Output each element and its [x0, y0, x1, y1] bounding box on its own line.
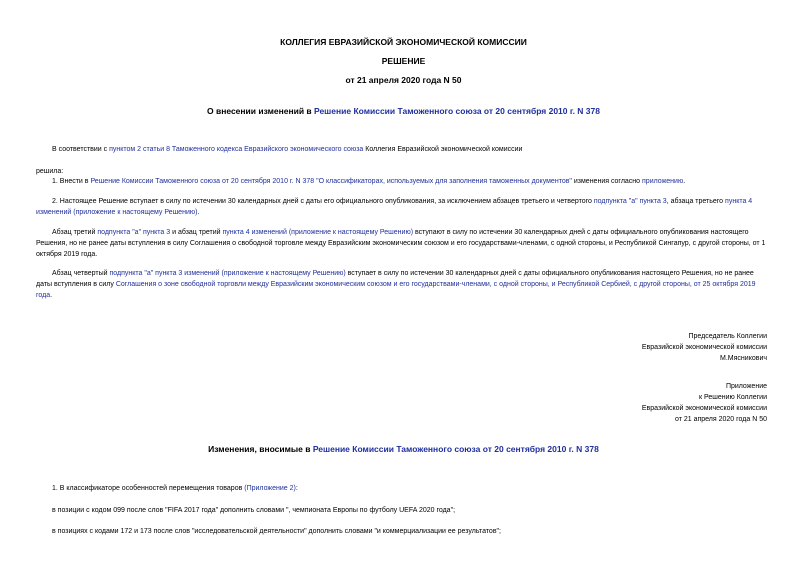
doc-date-number: от 21 апреля 2020 года N 50	[345, 75, 462, 85]
intro-text-1: В соответствии с	[52, 146, 110, 153]
p4-link-agreement[interactable]: Соглашения о зоне свободной торговли между Евразийским экономическим союзом и его государствами-членами, с одной стороны, и Республикой Сербией, с другой стороны, от 25 октября 2019 года	[36, 281, 756, 299]
p2-text-4: .	[197, 209, 200, 216]
item1-text-1: 1. В классификаторе особенностей перемещения товаров	[52, 485, 245, 492]
appendix-line-2: к Решению Коллегии	[699, 394, 767, 401]
p4-text-3: вступает в силу по истечении 30 календарных дней с даты официального опубликования настоящего Решения, но не ранее даты вступления в силу	[36, 270, 754, 288]
intro-paragraph	[52, 144, 772, 155]
p3-text-4: вступают в силу по истечении 30 календарных дней с даты официального опубликования настоящего Решения, но не ранее даты вступления в силу Соглашения о свободной торговле между Евразийским экономическим союзом и его государствами-членами, с одной стороны, и Республикой Сингапур, с другой стороны, от 1 октября 2019 года.	[36, 229, 766, 258]
changes-title-prefix: Изменения, вносимые в	[208, 444, 313, 454]
p3-link-item4[interactable]: пункта 4 изменений	[222, 229, 287, 236]
appendix-reference	[642, 381, 767, 425]
changes-title	[0, 444, 807, 454]
change-item-a: в позиции с кодом 099 после слов "FIFA 2017 года" дополнить словами ", чемпионата Европы по футболу UEFA 2020 года";	[52, 507, 456, 514]
item1-text-2: :	[295, 485, 298, 492]
appendix-line-3: Евразийской экономической комиссии	[641, 405, 767, 412]
appendix-line-1: Приложение	[725, 383, 767, 390]
p2-link-subitem[interactable]: подпункта "а" пункта 3	[593, 198, 667, 205]
paragraph-4	[36, 268, 771, 301]
p4-text-4: .	[50, 292, 53, 299]
org-heading: КОЛЛЕГИЯ ЕВРАЗИЙСКОЙ ЭКОНОМИЧЕСКОЙ КОМИССИИ	[280, 37, 527, 47]
p1-link-decision[interactable]: Решение Комиссии Таможенного союза от 20 сентября 2010 г. N 378 "О классификаторах, используемых для заполнения таможенных документов"	[90, 178, 572, 185]
signature-line-3: М.Мясникович	[720, 355, 767, 362]
appendix-line-4: от 21 апреля 2020 года N 50	[674, 416, 767, 423]
item1-link-annex2[interactable]: (Приложение 2)	[244, 485, 296, 492]
p3-text-2: и абзац третий	[170, 229, 223, 236]
p1-text-1: 1. Внести в	[52, 178, 91, 185]
resolved-label: решила:	[36, 168, 64, 175]
p1-text-2: изменения согласно	[571, 178, 643, 185]
doc-title-prefix: О внесении изменений в	[207, 106, 314, 116]
p1-link-appendix[interactable]: приложению	[642, 178, 684, 185]
paragraph-3	[36, 227, 771, 260]
p2-text-2: , абзаца третьего	[666, 198, 726, 205]
p2-link-item4[interactable]: пункта 4 изменений	[36, 198, 753, 216]
changes-title-link[interactable]: Решение Комиссии Таможенного союза от 20 сентября 2010 г. N 378	[312, 444, 599, 454]
doc-title-link[interactable]: Решение Комиссии Таможенного союза от 20 сентября 2010 г. N 378	[314, 106, 600, 116]
p3-text-1: Абзац третий	[52, 229, 98, 236]
p3-link-subitem[interactable]: подпункта "а" пункта 3	[97, 229, 171, 236]
p2-link-annex[interactable]: (приложение к настоящему Решению)	[73, 209, 198, 216]
doc-title	[0, 106, 807, 116]
p4-link-annex[interactable]: (приложение к настоящему Решению)	[221, 270, 346, 277]
p3-link-annex[interactable]: (приложение к настоящему Решению)	[288, 229, 414, 236]
signature-line-2: Евразийской экономической комиссии	[641, 344, 767, 351]
change-item-b: в позициях с кодами 172 и 173 после слов "исследовательской деятельности" дополнить словами "и коммерциализации ее результатов";	[52, 528, 501, 535]
paragraph-1	[52, 176, 772, 187]
signature-block	[642, 331, 767, 364]
signature-line-1: Председатель Коллегии	[688, 333, 767, 340]
p2-text-1: 2. Настоящее Решение вступает в силу по истечении 30 календарных дней с даты его официального опубликования, за исключением абзацев третьего и четвертого	[52, 198, 594, 205]
p1-text-3: .	[683, 178, 686, 185]
intro-text-2: Коллегия Евразийской экономической комиссии	[363, 146, 523, 153]
paragraph-2	[36, 196, 771, 218]
change-item-1	[52, 483, 772, 494]
p4-text-1: Абзац четвертый	[52, 270, 110, 277]
p4-link-subitem[interactable]: подпункта "а" пункта 3 изменений	[109, 270, 220, 277]
doc-type-heading: РЕШЕНИЕ	[381, 56, 426, 66]
intro-link-tk[interactable]: пунктом 2 статьи 8 Таможенного кодекса Евразийского экономического союза	[109, 146, 364, 153]
